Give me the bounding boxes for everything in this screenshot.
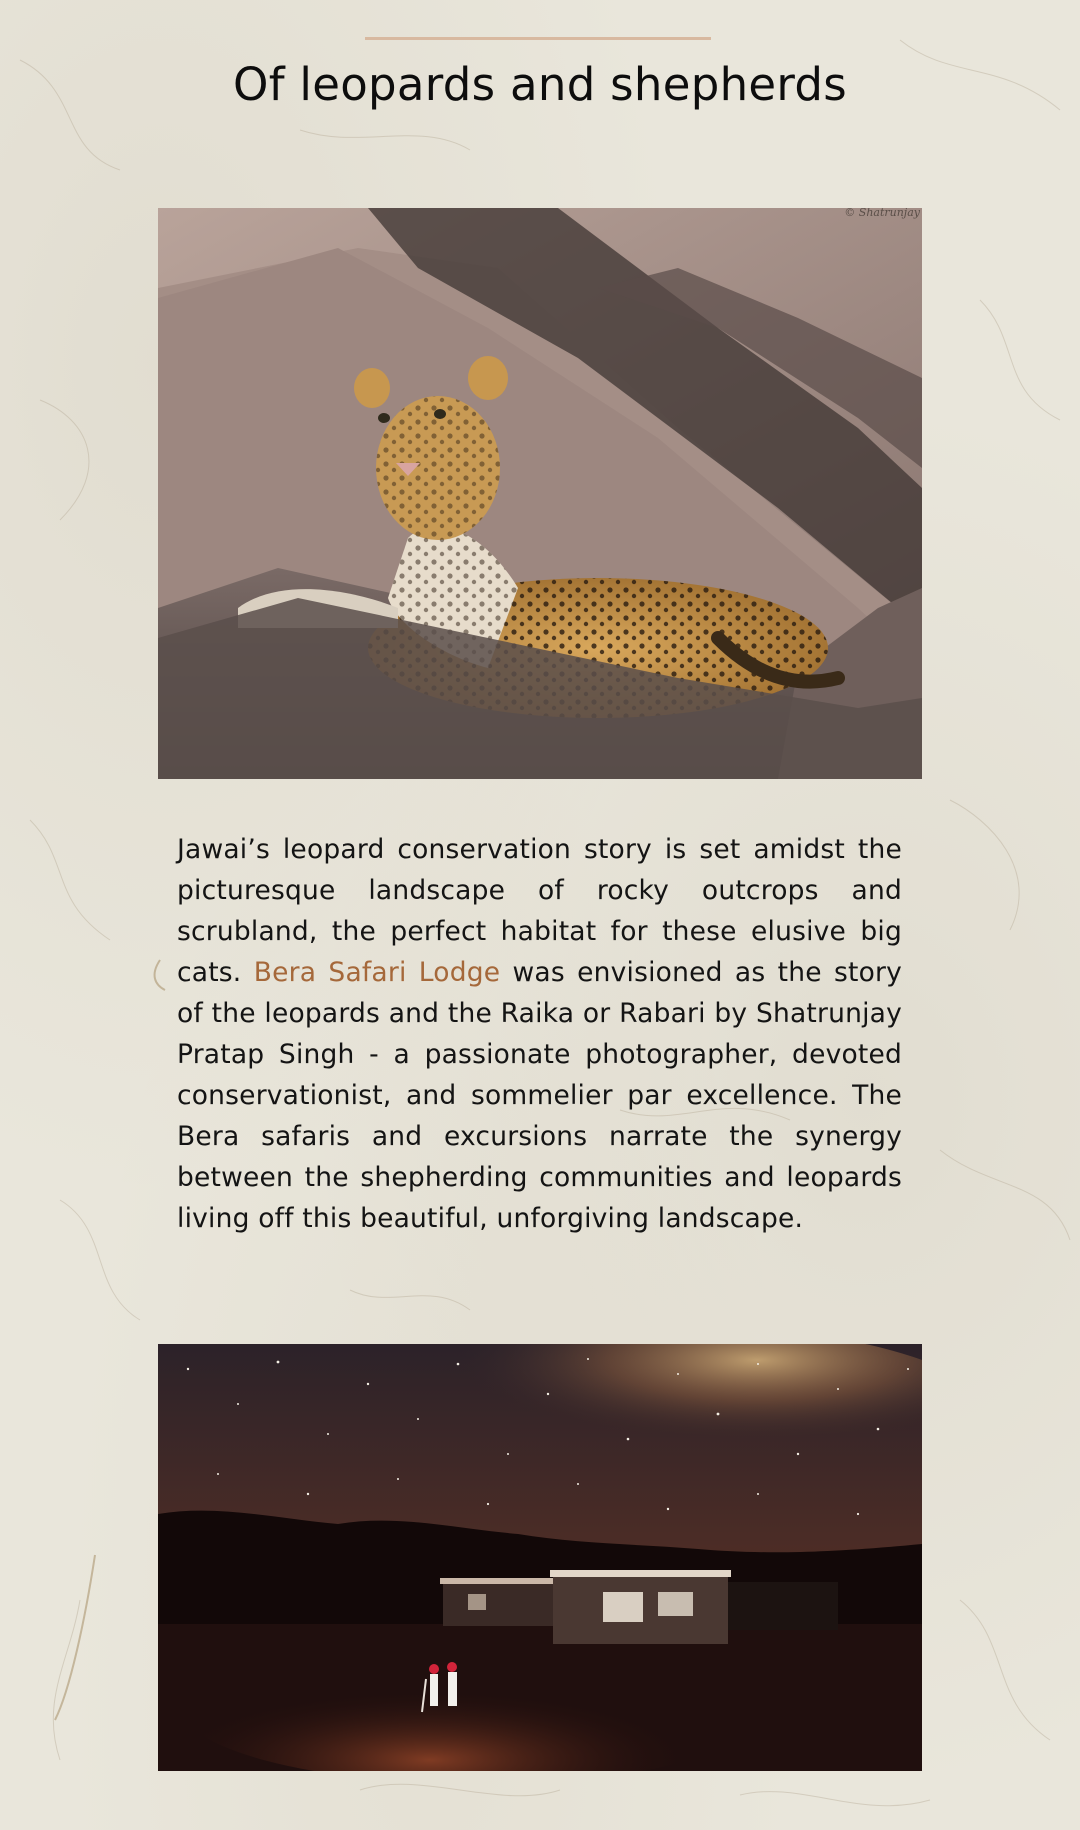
story-text-intro: Jawai’s leopard conservation story is set amidst the picturesque landscape of rocky outcrops and scrubland, the perfect habitat for these elusive big cats.	[177, 834, 902, 988]
story-text-continued: was envisioned as the story of the leopards and the Raika or Rabari by Shatrunjay Pratap Singh - a passionate photographer, devoted conservationist, and sommelier par excellence. The Bera safaris and excursions narrate the synergy between the shepherding communities and leopards living off this beautiful, unforgiving landscape.	[177, 957, 902, 1234]
section-title: Of leopards and shepherds	[232, 58, 848, 111]
story-paragraph	[177, 829, 902, 1239]
bera-safari-lodge-link[interactable]: Bera Safari Lodge	[253, 957, 501, 988]
leopard-photo	[158, 208, 922, 779]
photo-credit: © Shatrunjay	[844, 208, 920, 219]
decorative-divider	[365, 37, 711, 40]
leopard-photo-illustration	[158, 208, 922, 779]
night-sky-lodge-photo	[158, 1344, 922, 1771]
night-lodge-illustration	[158, 1344, 922, 1771]
